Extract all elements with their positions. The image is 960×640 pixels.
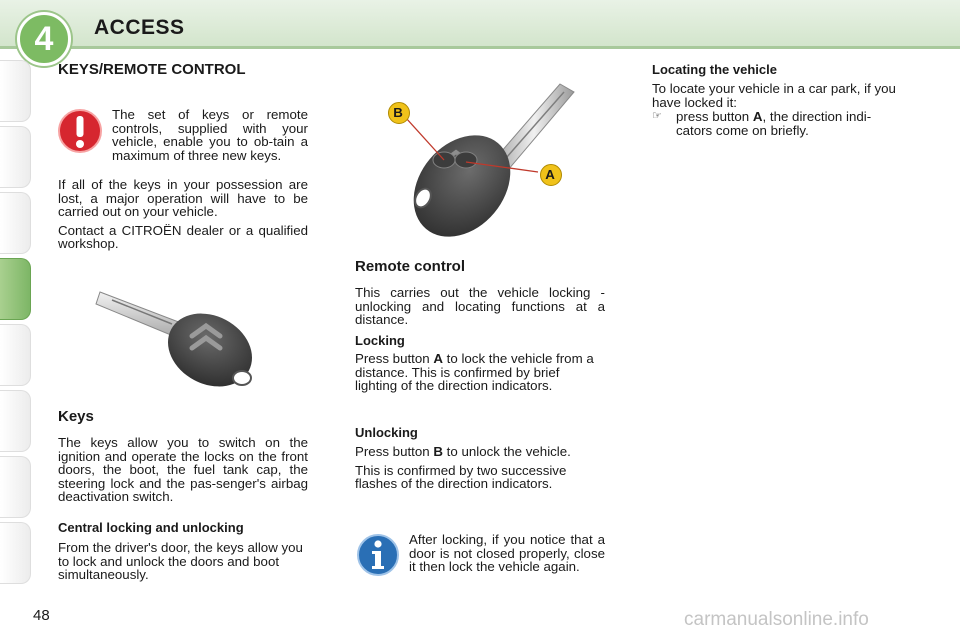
keys-text: The keys allow you to switch on the ignition and operate the locks on the front doors, the boot, the fuel tank cap, the steering lock and the pas-senger's airbag deactivation switch. (58, 435, 308, 504)
side-tab-8[interactable] (0, 522, 31, 584)
side-tab-5[interactable] (0, 324, 31, 386)
keys-lost-paragraph: If all of the keys in your possession are lost, a major operation will have to be carried out on your vehicle. (58, 177, 308, 219)
chapter-side-tabs (0, 60, 34, 588)
warning-text: The set of keys or remote controls, supplied with your vehicle, enable you to ob-tain a maximum of three new keys. (112, 107, 308, 163)
callout-b-label: B (393, 105, 403, 120)
warning-icon (57, 108, 103, 154)
keys-heading: Keys (58, 408, 94, 425)
central-locking-heading: Central locking and unlocking (58, 520, 244, 535)
remote-control-text: This carries out the vehicle locking - unlocking and locating functions at a distance. (355, 285, 605, 327)
section-heading-keys-remote: KEYS/REMOTE CONTROL (58, 61, 246, 78)
locating-heading: Locating the vehicle (652, 62, 777, 77)
pointing-hand-icon: ☞ (652, 110, 662, 122)
locking-text: Press button A to lock the vehicle from a distance. This is confirmed by brief lighting of the direction indicators. (355, 351, 594, 393)
side-tab-6[interactable] (0, 390, 31, 452)
side-tab-1[interactable] (0, 60, 31, 122)
side-tab-3[interactable] (0, 192, 31, 254)
unlocking-text: Press button B to unlock the vehicle. (355, 444, 571, 459)
locating-text: To locate your vehicle in a car park, if you have locked it: (652, 81, 896, 110)
chapter-number-badge: 4 (17, 12, 71, 66)
remote-control-heading: Remote control (355, 258, 466, 275)
central-locking-text: From the driver's door, the keys allow you to lock and unlock the doors and boot simultaneously. (58, 540, 303, 582)
info-text: After locking, if you notice that a door is not closed properly, close it then lock the vehicle again. (409, 532, 605, 574)
page-number: 48 (33, 607, 50, 624)
unlocking-confirm-text: This is confirmed by two successive flashes of the direction indicators. (355, 462, 567, 491)
remote-control-image (378, 78, 578, 238)
locking-heading: Locking (355, 333, 405, 348)
chapter-title: ACCESS (94, 16, 185, 39)
callout-a-label: A (545, 167, 555, 182)
side-tab-7[interactable] (0, 456, 31, 518)
unlocking-heading: Unlocking (355, 425, 418, 440)
watermark: carmanualsonline.info (684, 609, 869, 630)
key-image (92, 280, 262, 400)
side-tab-4-active[interactable] (0, 258, 31, 320)
info-icon (356, 533, 400, 577)
locating-bullet: press button A, the direction indi-cators come on briefly. (676, 109, 872, 138)
side-tab-2[interactable] (0, 126, 31, 188)
contact-dealer-paragraph: Contact a CITROËN dealer or a qualified workshop. (58, 222, 308, 251)
